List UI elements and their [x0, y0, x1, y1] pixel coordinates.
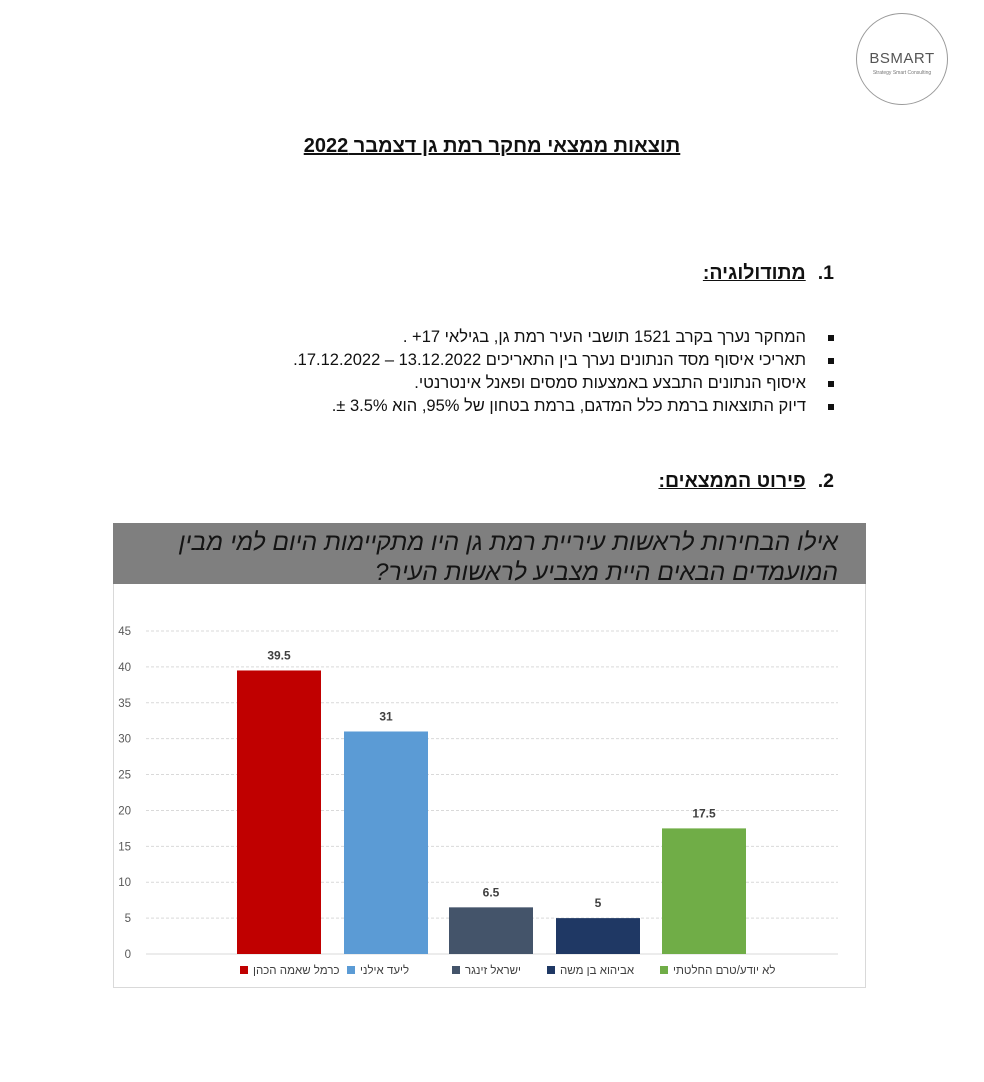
legend-label: לא יודע/טרם החלטתי — [673, 965, 776, 977]
y-tick-label: 0 — [124, 949, 131, 961]
section-number: 2. — [817, 470, 834, 492]
y-tick-label: 40 — [118, 661, 131, 674]
data-label: 5 — [594, 896, 602, 911]
y-tick-label: 45 — [118, 626, 131, 638]
y-tick-label: 10 — [118, 877, 131, 890]
y-tick-label: 35 — [118, 697, 131, 710]
data-label: 31 — [379, 709, 393, 724]
section-number: 1. — [817, 262, 834, 284]
legend-swatch — [347, 966, 355, 974]
y-tick-label: 30 — [118, 733, 131, 746]
legend-label: אביהוא בן משה — [560, 965, 635, 977]
y-tick-label: 5 — [124, 913, 131, 926]
list-item-text: המחקר נערך בקרב 1521 תושבי העיר רמת גן, בגילאי 17+ . — [402, 328, 806, 346]
bar — [556, 918, 640, 954]
data-label: 17.5 — [692, 806, 716, 821]
y-tick-label: 25 — [118, 769, 131, 782]
data-label: 39.5 — [267, 648, 291, 663]
legend-swatch — [547, 966, 555, 974]
section-title: פירוט הממצאים: — [658, 470, 806, 492]
page-title-text: תוצאות ממצאי מחקר רמת גן דצמבר 2022 — [303, 135, 681, 157]
y-tick-label: 15 — [118, 841, 131, 854]
bar — [449, 907, 533, 954]
data-label: 6.5 — [482, 885, 500, 900]
bar — [237, 670, 321, 954]
y-tick-label: 20 — [118, 805, 131, 818]
legend-label: ליעד אילני — [360, 965, 410, 977]
section-title: מתודולוגיה: — [702, 262, 806, 284]
legend-label: ישראל זינגר — [465, 965, 521, 977]
logo-name: BSMART — [869, 50, 935, 67]
logo-tagline: Strategy Smart Consulting — [872, 70, 932, 76]
list-item-text: תאריכי איסוף מסד הנתונים נערך בין התאריכים 13.12.2022 – 17.12.2022. — [293, 351, 806, 369]
legend-swatch — [240, 966, 248, 974]
bar — [662, 828, 746, 954]
legend-label: כרמל שאמה הכהן — [253, 965, 340, 977]
bar — [344, 731, 428, 954]
chart-title: אילו הבחירות לראשות עיריית רמת גן היו מתקיימות היום למי מבין המועמדים הבאים היית מצביע לראשות העיר? — [178, 529, 838, 586]
legend-swatch — [660, 966, 668, 974]
legend-swatch — [452, 966, 460, 974]
list-item-text: דיוק התוצאות ברמת כלל המדגם, ברמת בטחון של 95%, הוא 3.5% ±. — [331, 397, 806, 415]
list-item-text: איסוף הנתונים התבצע באמצעות סמסים ופאנל אינטרנטי. — [414, 374, 806, 392]
